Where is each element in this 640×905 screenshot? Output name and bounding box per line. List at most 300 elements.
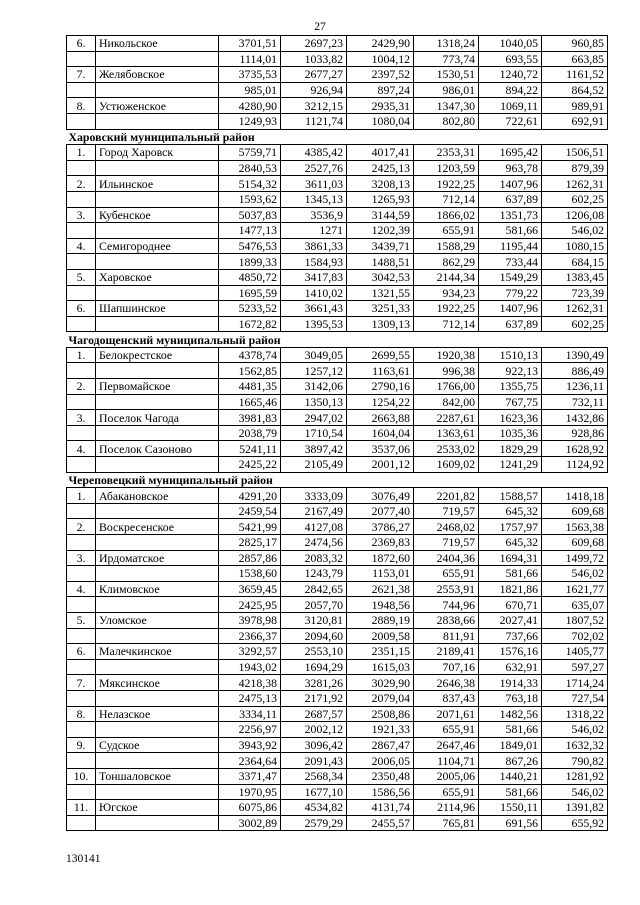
table-row	[67, 301, 608, 317]
value-cell: 1080,15	[542, 238, 608, 254]
value-cell: 1395,53	[281, 316, 347, 332]
page-number: 27	[314, 21, 326, 33]
value-cell: 1695,42	[479, 145, 542, 161]
settlement-name: Белокрестское	[96, 347, 219, 363]
value-cell: 1710,54	[281, 425, 347, 441]
value-cell: 2144,34	[414, 269, 479, 285]
row-number	[67, 815, 96, 831]
value-cell: 2840,53	[219, 160, 281, 176]
value-cell: 1240,72	[479, 67, 542, 83]
table-row	[67, 347, 608, 363]
value-cell: 2677,27	[281, 67, 347, 83]
value-cell: 1562,85	[219, 363, 281, 379]
row-number: 3.	[67, 410, 96, 426]
value-cell: 1849,01	[479, 737, 542, 753]
value-cell: 1004,12	[347, 51, 414, 67]
value-cell: 2533,02	[414, 441, 479, 457]
value-cell: 2475,13	[219, 690, 281, 706]
value-cell: 581,66	[479, 566, 542, 582]
table-row	[67, 488, 608, 504]
table-row	[67, 379, 608, 395]
table-row-continuation	[67, 113, 608, 129]
value-cell: 1161,52	[542, 67, 608, 83]
value-cell: 928,86	[542, 425, 608, 441]
settlement-name: Шапшинское	[96, 301, 219, 317]
value-cell: 1080,04	[347, 113, 414, 129]
value-cell: 684,15	[542, 254, 608, 270]
value-cell: 1550,11	[479, 800, 542, 816]
value-cell: 2429,90	[347, 36, 414, 52]
value-cell: 2790,16	[347, 379, 414, 395]
value-cell: 3251,33	[347, 301, 414, 317]
value-cell: 867,26	[479, 753, 542, 769]
value-cell: 609,68	[542, 503, 608, 519]
table-row-continuation	[67, 597, 608, 613]
table-row-continuation	[67, 690, 608, 706]
value-cell: 1807,52	[542, 612, 608, 628]
value-cell: 2699,55	[347, 347, 414, 363]
value-cell: 1615,03	[347, 659, 414, 675]
value-cell: 2364,64	[219, 753, 281, 769]
value-cell: 2350,48	[347, 768, 414, 784]
value-cell: 985,01	[219, 82, 281, 98]
row-number	[67, 51, 96, 67]
row-number: 9.	[67, 737, 96, 753]
value-cell: 1948,56	[347, 597, 414, 613]
value-cell: 1586,56	[347, 784, 414, 800]
settlement-name	[96, 690, 219, 706]
value-cell: 2889,19	[347, 612, 414, 628]
value-cell: 1677,10	[281, 784, 347, 800]
value-cell: 3049,05	[281, 347, 347, 363]
settlement-name	[96, 815, 219, 831]
value-cell: 4280,90	[219, 98, 281, 114]
value-cell: 1530,51	[414, 67, 479, 83]
value-cell: 3537,06	[347, 441, 414, 457]
value-cell: 1510,13	[479, 347, 542, 363]
value-cell: 4481,35	[219, 379, 281, 395]
value-cell: 4385,42	[281, 145, 347, 161]
settlement-name	[96, 628, 219, 644]
value-cell: 3334,11	[219, 706, 281, 722]
value-cell: 842,00	[414, 394, 479, 410]
table-row-continuation	[67, 394, 608, 410]
value-cell: 2001,12	[347, 457, 414, 473]
value-cell: 1407,96	[479, 176, 542, 192]
value-cell: 5233,52	[219, 301, 281, 317]
table-row-continuation	[67, 722, 608, 738]
value-cell: 1243,79	[281, 566, 347, 582]
value-cell: 1440,21	[479, 768, 542, 784]
row-number	[67, 191, 96, 207]
value-cell: 2663,88	[347, 410, 414, 426]
value-cell: 2369,83	[347, 535, 414, 551]
value-cell: 1262,31	[542, 301, 608, 317]
row-number: 4.	[67, 441, 96, 457]
value-cell: 1163,61	[347, 363, 414, 379]
table-row-continuation	[67, 753, 608, 769]
row-number: 8.	[67, 98, 96, 114]
settlement-name: Ильинское	[96, 176, 219, 192]
value-cell: 2287,61	[414, 410, 479, 426]
value-cell: 3208,13	[347, 176, 414, 192]
table-row	[67, 550, 608, 566]
value-cell: 1104,71	[414, 753, 479, 769]
value-cell: 4218,38	[219, 675, 281, 691]
value-cell: 2857,86	[219, 550, 281, 566]
settlement-name	[96, 457, 219, 473]
settlement-name: Кубенское	[96, 207, 219, 223]
value-cell: 922,13	[479, 363, 542, 379]
settlement-name	[96, 363, 219, 379]
row-number	[67, 628, 96, 644]
row-number: 1.	[67, 347, 96, 363]
value-cell: 5421,99	[219, 519, 281, 535]
value-cell: 6075,86	[219, 800, 281, 816]
value-cell: 1254,22	[347, 394, 414, 410]
value-cell: 655,91	[414, 223, 479, 239]
value-cell: 4127,08	[281, 519, 347, 535]
value-cell: 1351,73	[479, 207, 542, 223]
settlement-name: Мяксинское	[96, 675, 219, 691]
settlement-name	[96, 113, 219, 129]
value-cell: 986,01	[414, 82, 479, 98]
settlement-name	[96, 566, 219, 582]
value-cell: 894,22	[479, 82, 542, 98]
value-cell: 1866,02	[414, 207, 479, 223]
value-cell: 1040,05	[479, 36, 542, 52]
row-number	[67, 784, 96, 800]
value-cell: 2079,04	[347, 690, 414, 706]
value-cell: 1407,96	[479, 301, 542, 317]
row-number	[67, 285, 96, 301]
value-cell: 2009,58	[347, 628, 414, 644]
value-cell: 4850,72	[219, 269, 281, 285]
value-cell: 3943,92	[219, 737, 281, 753]
value-cell: 1345,13	[281, 191, 347, 207]
settlement-name: Судское	[96, 737, 219, 753]
value-cell: 2425,13	[347, 160, 414, 176]
value-cell: 637,89	[479, 316, 542, 332]
value-cell: 1318,24	[414, 36, 479, 52]
row-number	[67, 722, 96, 738]
value-cell: 879,39	[542, 160, 608, 176]
value-cell: 655,91	[414, 784, 479, 800]
settlement-name	[96, 223, 219, 239]
value-cell: 655,91	[414, 722, 479, 738]
value-cell: 1281,92	[542, 768, 608, 784]
value-cell: 3611,03	[281, 176, 347, 192]
value-cell: 1588,29	[414, 238, 479, 254]
value-cell: 2351,15	[347, 644, 414, 660]
district-title: Череповецкий муниципальный район	[67, 472, 608, 488]
row-number	[67, 503, 96, 519]
value-cell: 3417,83	[281, 269, 347, 285]
row-number: 2.	[67, 519, 96, 535]
value-cell: 1538,60	[219, 566, 281, 582]
value-cell: 546,02	[542, 566, 608, 582]
value-cell: 5759,71	[219, 145, 281, 161]
row-number: 5.	[67, 612, 96, 628]
value-cell: 3786,27	[347, 519, 414, 535]
value-cell: 1593,62	[219, 191, 281, 207]
row-number: 6.	[67, 36, 96, 52]
settlement-name	[96, 82, 219, 98]
value-cell: 2201,82	[414, 488, 479, 504]
value-cell: 4291,20	[219, 488, 281, 504]
value-cell: 1623,36	[479, 410, 542, 426]
value-cell: 581,66	[479, 223, 542, 239]
table-row	[67, 737, 608, 753]
value-cell: 546,02	[542, 722, 608, 738]
value-cell: 2366,37	[219, 628, 281, 644]
value-cell: 2353,31	[414, 145, 479, 161]
value-cell: 3002,89	[219, 815, 281, 831]
row-number	[67, 82, 96, 98]
value-cell: 2825,17	[219, 535, 281, 551]
table-row-continuation	[67, 659, 608, 675]
settlement-name: Поселок Сазоново	[96, 441, 219, 457]
value-cell: 702,02	[542, 628, 608, 644]
value-cell: 2094,60	[281, 628, 347, 644]
row-number: 7.	[67, 675, 96, 691]
value-cell: 1418,18	[542, 488, 608, 504]
settlement-name: Желябовское	[96, 67, 219, 83]
value-cell: 2171,92	[281, 690, 347, 706]
value-cell: 886,49	[542, 363, 608, 379]
value-cell: 3661,43	[281, 301, 347, 317]
value-cell: 2687,57	[281, 706, 347, 722]
value-cell: 2256,97	[219, 722, 281, 738]
value-cell: 790,82	[542, 753, 608, 769]
value-cell: 712,14	[414, 316, 479, 332]
value-cell: 1318,22	[542, 706, 608, 722]
settlement-name: Уломское	[96, 612, 219, 628]
table-row	[67, 644, 608, 660]
value-cell: 581,66	[479, 784, 542, 800]
value-cell: 926,94	[281, 82, 347, 98]
value-cell: 597,27	[542, 659, 608, 675]
value-cell: 1482,56	[479, 706, 542, 722]
table-row-continuation	[67, 254, 608, 270]
table-row	[67, 519, 608, 535]
table-row-continuation	[67, 160, 608, 176]
settlement-name: Малечкинское	[96, 644, 219, 660]
value-cell: 2425,95	[219, 597, 281, 613]
value-cell: 1914,33	[479, 675, 542, 691]
value-cell: 1872,60	[347, 550, 414, 566]
row-number	[67, 223, 96, 239]
settlement-name: Никольское	[96, 36, 219, 52]
row-number	[67, 113, 96, 129]
table-row-continuation	[67, 535, 608, 551]
value-cell: 712,14	[414, 191, 479, 207]
value-cell: 1922,25	[414, 176, 479, 192]
table-row-continuation	[67, 191, 608, 207]
district-title: Харовский муниципальный район	[67, 129, 608, 145]
tariff-table	[66, 35, 608, 831]
row-number: 7.	[67, 67, 96, 83]
row-number	[67, 425, 96, 441]
row-number: 2.	[67, 176, 96, 192]
value-cell: 1241,29	[479, 457, 542, 473]
value-cell: 1488,51	[347, 254, 414, 270]
row-number: 4.	[67, 581, 96, 597]
value-cell: 989,91	[542, 98, 608, 114]
row-number: 10.	[67, 768, 96, 784]
value-cell: 5037,83	[219, 207, 281, 223]
settlement-name	[96, 722, 219, 738]
row-number: 6.	[67, 301, 96, 317]
value-cell: 645,32	[479, 503, 542, 519]
value-cell: 1920,38	[414, 347, 479, 363]
value-cell: 963,78	[479, 160, 542, 176]
settlement-name: Югское	[96, 800, 219, 816]
value-cell: 1410,02	[281, 285, 347, 301]
value-cell: 693,55	[479, 51, 542, 67]
district-header-row	[67, 129, 608, 145]
value-cell: 1391,82	[542, 800, 608, 816]
table-row	[67, 67, 608, 83]
settlement-name	[96, 191, 219, 207]
value-cell: 1249,93	[219, 113, 281, 129]
value-cell: 3144,59	[347, 207, 414, 223]
value-cell: 2038,79	[219, 425, 281, 441]
district-header-row	[67, 472, 608, 488]
value-cell: 3735,53	[219, 67, 281, 83]
row-number: 8.	[67, 706, 96, 722]
value-cell: 1821,86	[479, 581, 542, 597]
value-cell: 1694,31	[479, 550, 542, 566]
value-cell: 1432,86	[542, 410, 608, 426]
value-cell: 1576,16	[479, 644, 542, 660]
value-cell: 2697,23	[281, 36, 347, 52]
settlement-name: Тоншаловское	[96, 768, 219, 784]
value-cell: 1350,13	[281, 394, 347, 410]
value-cell: 5241,11	[219, 441, 281, 457]
value-cell: 1588,57	[479, 488, 542, 504]
value-cell: 3371,47	[219, 768, 281, 784]
value-cell: 737,66	[479, 628, 542, 644]
row-number: 5.	[67, 269, 96, 285]
table-row	[67, 145, 608, 161]
row-number: 4.	[67, 238, 96, 254]
value-cell: 763,18	[479, 690, 542, 706]
settlement-name	[96, 597, 219, 613]
table-row-continuation	[67, 51, 608, 67]
value-cell: 719,57	[414, 535, 479, 551]
table-row	[67, 581, 608, 597]
value-cell: 1584,93	[281, 254, 347, 270]
value-cell: 1262,31	[542, 176, 608, 192]
value-cell: 2114,96	[414, 800, 479, 816]
settlement-name	[96, 254, 219, 270]
value-cell: 655,92	[542, 815, 608, 831]
value-cell: 1124,92	[542, 457, 608, 473]
value-cell: 1922,25	[414, 301, 479, 317]
value-cell: 1757,97	[479, 519, 542, 535]
value-cell: 1033,82	[281, 51, 347, 67]
row-number: 1.	[67, 145, 96, 161]
value-cell: 2455,57	[347, 815, 414, 831]
value-cell: 3701,51	[219, 36, 281, 52]
value-cell: 1257,12	[281, 363, 347, 379]
value-cell: 4017,41	[347, 145, 414, 161]
value-cell: 3096,42	[281, 737, 347, 753]
value-cell: 2425,22	[219, 457, 281, 473]
table-row	[67, 768, 608, 784]
value-cell: 2646,38	[414, 675, 479, 691]
value-cell: 1271	[281, 223, 347, 239]
value-cell: 670,71	[479, 597, 542, 613]
value-cell: 1265,93	[347, 191, 414, 207]
value-cell: 1321,55	[347, 285, 414, 301]
value-cell: 727,54	[542, 690, 608, 706]
table-row-continuation	[67, 316, 608, 332]
value-cell: 3120,81	[281, 612, 347, 628]
value-cell: 1363,61	[414, 425, 479, 441]
row-number	[67, 394, 96, 410]
value-cell: 1563,38	[542, 519, 608, 535]
value-cell: 2842,65	[281, 581, 347, 597]
value-cell: 837,43	[414, 690, 479, 706]
value-cell: 1035,36	[479, 425, 542, 441]
value-cell: 2057,70	[281, 597, 347, 613]
value-cell: 3212,15	[281, 98, 347, 114]
table-row	[67, 98, 608, 114]
value-cell: 2083,32	[281, 550, 347, 566]
value-cell: 2459,54	[219, 503, 281, 519]
value-cell: 3281,26	[281, 675, 347, 691]
table-row-continuation	[67, 285, 608, 301]
value-cell: 1236,11	[542, 379, 608, 395]
value-cell: 1628,92	[542, 441, 608, 457]
value-cell: 2474,56	[281, 535, 347, 551]
value-cell: 1206,08	[542, 207, 608, 223]
row-number	[67, 659, 96, 675]
value-cell: 3439,71	[347, 238, 414, 254]
value-cell: 960,85	[542, 36, 608, 52]
row-number	[67, 363, 96, 379]
value-cell: 3076,49	[347, 488, 414, 504]
table-row-continuation	[67, 363, 608, 379]
settlement-name: Семигороднее	[96, 238, 219, 254]
value-cell: 1390,49	[542, 347, 608, 363]
settlement-name: Харовское	[96, 269, 219, 285]
value-cell: 2508,86	[347, 706, 414, 722]
table-row	[67, 269, 608, 285]
settlement-name: Устюженское	[96, 98, 219, 114]
value-cell: 744,96	[414, 597, 479, 613]
settlement-name	[96, 285, 219, 301]
value-cell: 2647,46	[414, 737, 479, 753]
value-cell: 1309,13	[347, 316, 414, 332]
value-cell: 691,56	[479, 815, 542, 831]
table-row-continuation	[67, 566, 608, 582]
settlement-name	[96, 160, 219, 176]
table-row-continuation	[67, 223, 608, 239]
table-row-continuation	[67, 628, 608, 644]
value-cell: 934,23	[414, 285, 479, 301]
row-number	[67, 597, 96, 613]
value-cell: 5476,53	[219, 238, 281, 254]
value-cell: 2867,47	[347, 737, 414, 753]
value-cell: 2002,12	[281, 722, 347, 738]
value-cell: 2006,05	[347, 753, 414, 769]
row-number	[67, 690, 96, 706]
settlement-name	[96, 503, 219, 519]
value-cell: 2527,76	[281, 160, 347, 176]
